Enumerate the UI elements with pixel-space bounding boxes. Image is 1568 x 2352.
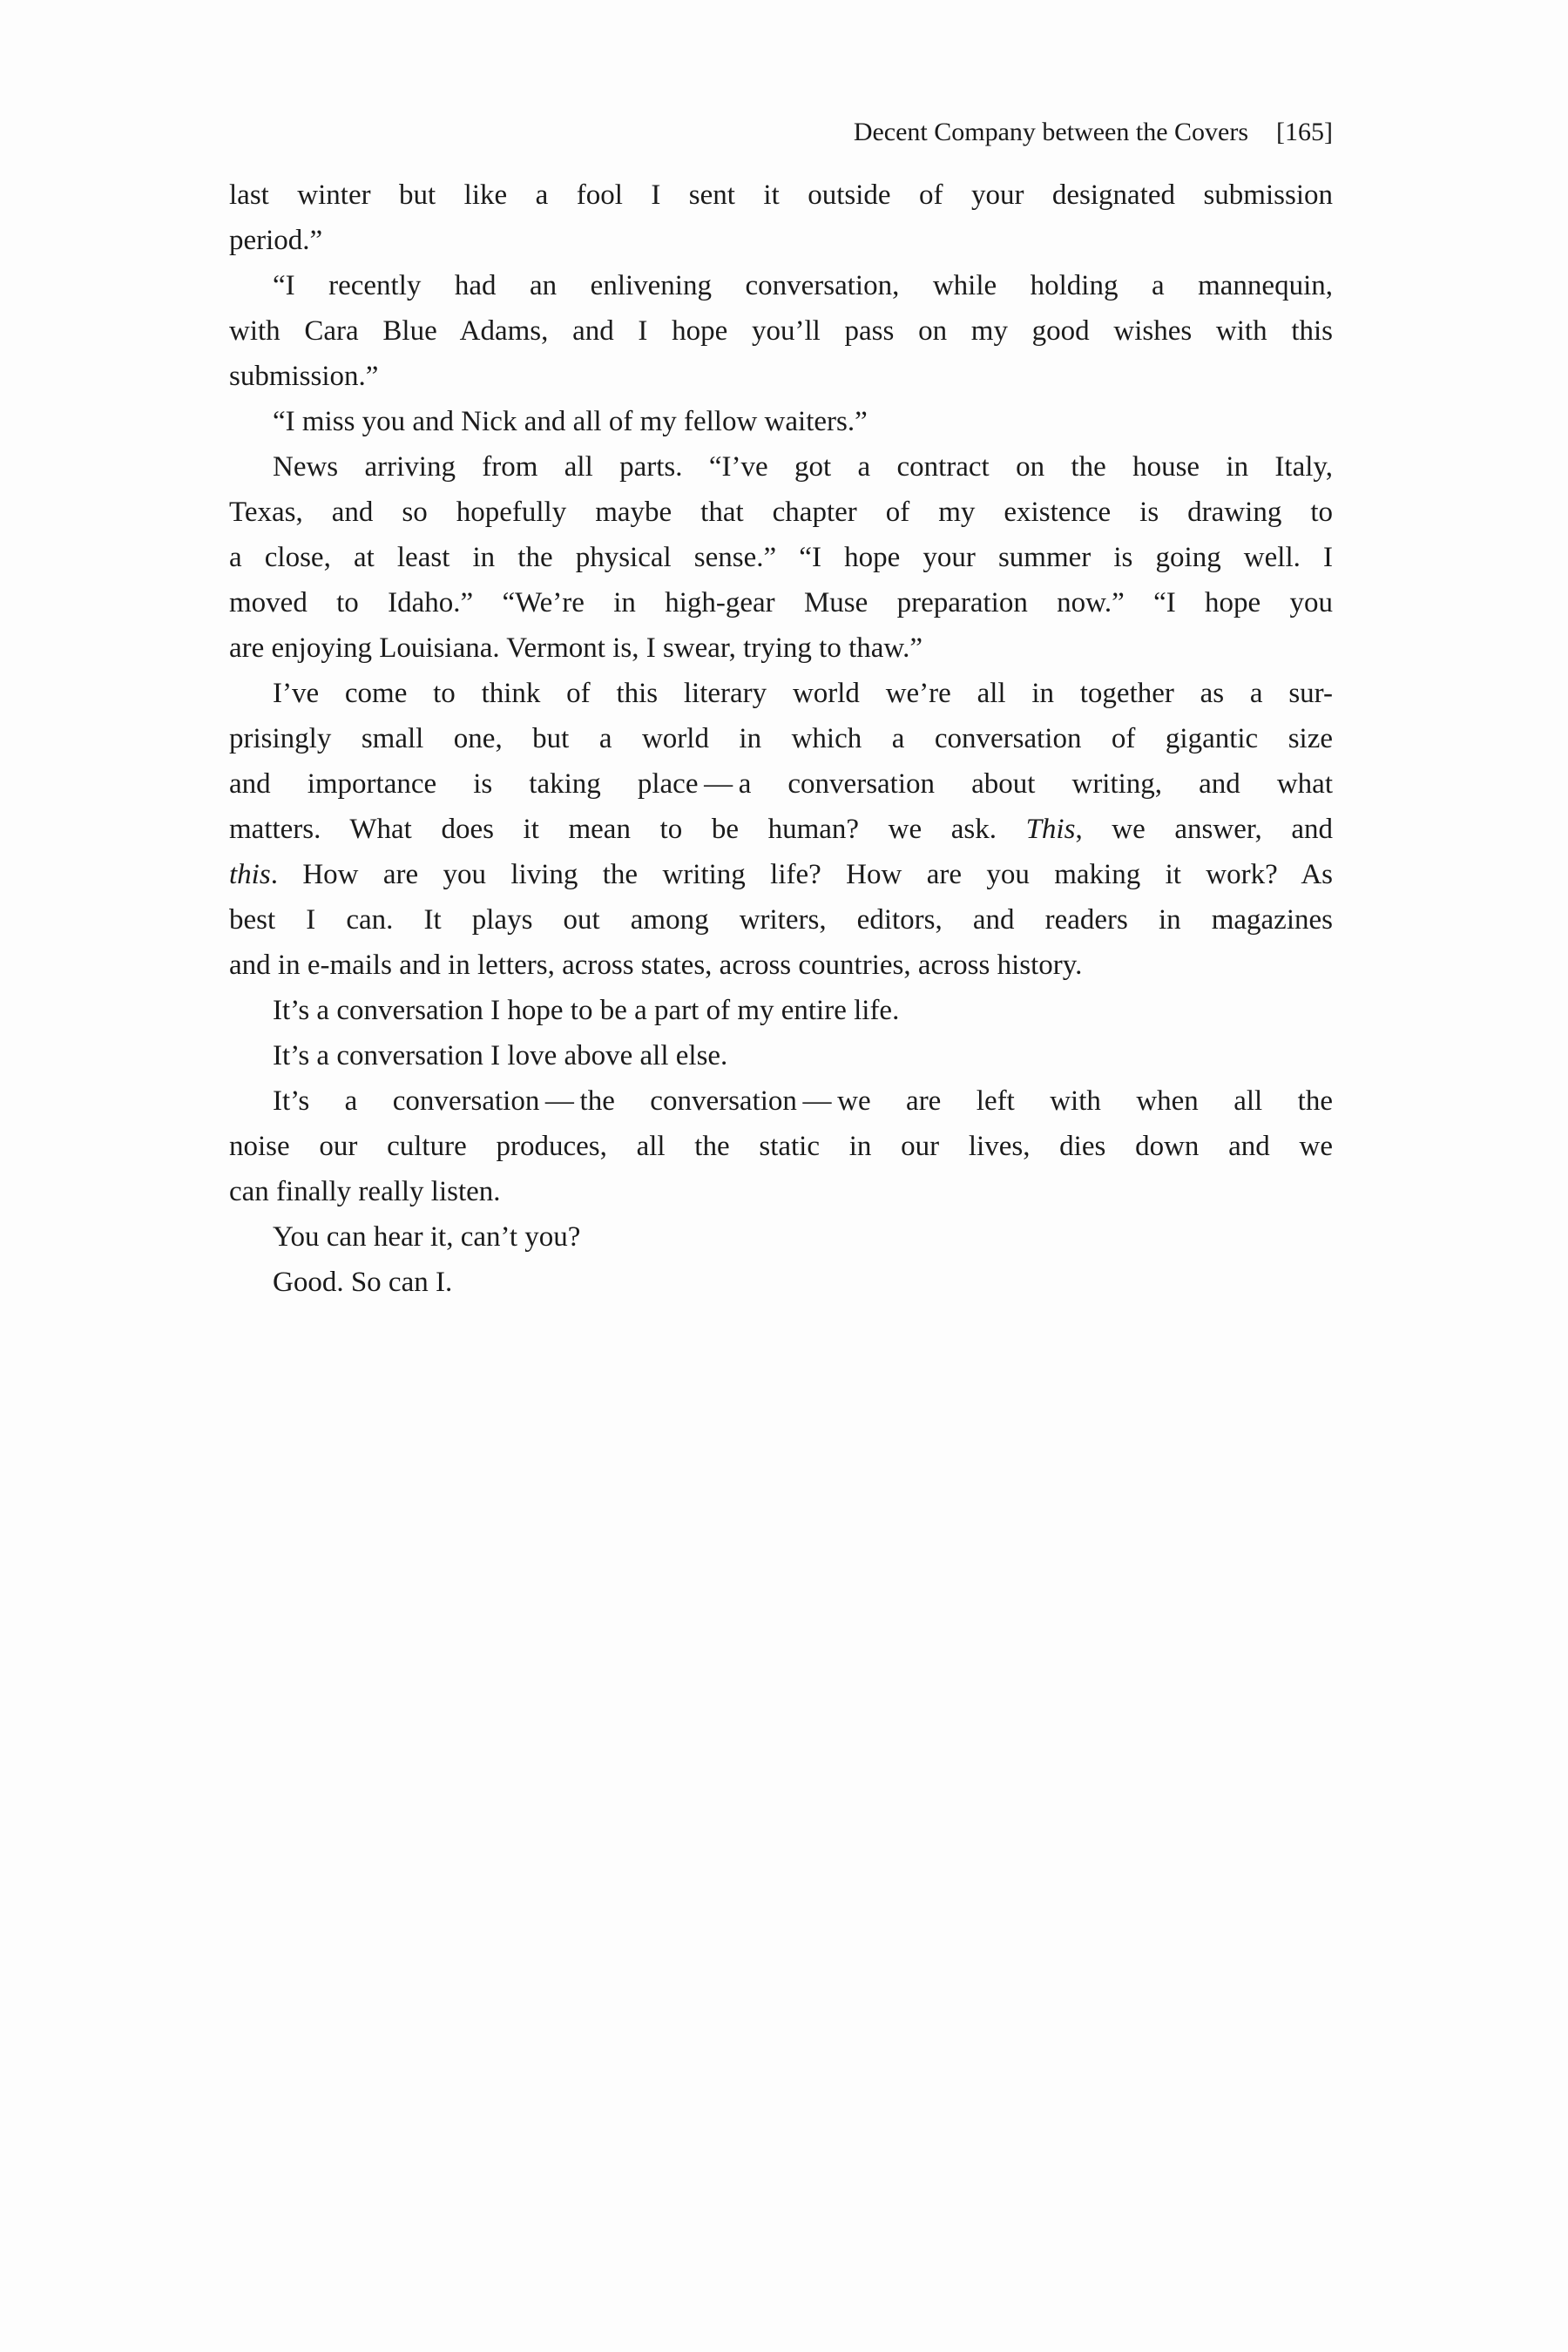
text-line: [229, 625, 1333, 671]
text-line: [229, 807, 1333, 852]
text-line: [229, 897, 1333, 943]
text-segment: best I can. It plays out among writers, editors, and readers in magazines: [229, 904, 1333, 936]
text-line: [229, 1169, 1333, 1214]
text-segment: last winter but like a fool I sent it outside of your designated submission: [229, 179, 1333, 211]
text-line: [229, 852, 1333, 897]
text-line: [229, 1260, 1333, 1305]
running-title: Decent Company between the Covers: [853, 118, 1249, 146]
text-segment: “I miss you and Nick and all of my fellow waiters.”: [273, 406, 868, 437]
text-segment: are enjoying Louisiana. Vermont is, I swear, trying to thaw.”: [229, 632, 923, 664]
text-segment: a close, at least in the physical sense.” “I hope your summer is going well. I: [229, 542, 1333, 573]
text-segment: News arriving from all parts. “I’ve got a contract on the house in Italy,: [273, 451, 1333, 483]
text-line: [229, 1214, 1333, 1260]
text-segment: period.”: [229, 225, 323, 256]
text-segment: “I recently had an enlivening conversation, while holding a mannequin,: [273, 270, 1333, 301]
text-segment: and in e-mails and in letters, across states, across countries, across history.: [229, 950, 1083, 981]
text-segment: It’s a conversation I love above all else.: [273, 1040, 728, 1071]
text-line: [229, 172, 1333, 218]
text-line: [229, 1033, 1333, 1078]
text-segment: can finally really listen.: [229, 1176, 501, 1207]
text-line: [229, 263, 1333, 308]
text-line: [229, 1124, 1333, 1169]
text-line: [229, 218, 1333, 263]
text-segment: noise our culture produces, all the static in our lives, dies down and we: [229, 1131, 1333, 1162]
italic-text: this: [229, 859, 271, 890]
text-line: [229, 308, 1333, 354]
text-line: [229, 716, 1333, 761]
text-line: [229, 535, 1333, 580]
text-segment: Texas, and so hopefully maybe that chapter of my existence is drawing to: [229, 497, 1333, 528]
text-line: [229, 671, 1333, 716]
text-segment: , we answer, and: [1075, 814, 1334, 845]
text-segment: It’s a conversation — the conversation — we are left with when all the: [273, 1085, 1333, 1117]
text-line: [229, 490, 1333, 535]
text-segment: and importance is taking place — a conversation about writing, and what: [229, 768, 1333, 800]
text-segment: matters. What does it mean to be human? we ask.: [229, 814, 1026, 845]
text-segment: . How are you living the writing life? How are you making it work? As: [270, 859, 1333, 890]
text-segment: You can hear it, can’t you?: [273, 1221, 581, 1253]
text-line: [229, 1078, 1333, 1124]
text-line: [229, 399, 1333, 444]
text-segment: with Cara Blue Adams, and I hope you’ll pass on my good wishes with this: [229, 315, 1333, 347]
text-line: [229, 761, 1333, 807]
text-segment: I’ve come to think of this literary world we’re all in together as a sur-: [273, 678, 1333, 709]
running-header: [229, 113, 1333, 152]
page-number: [165]: [1276, 118, 1333, 146]
text-segment: prisingly small one, but a world in which a conversation of gigantic size: [229, 723, 1333, 754]
italic-text: This: [1025, 814, 1076, 845]
body-text: [229, 172, 1333, 1305]
text-line: [229, 988, 1333, 1033]
text-line: [229, 943, 1333, 988]
text-segment: moved to Idaho.” “We’re in high-gear Muse preparation now.” “I hope you: [229, 587, 1333, 618]
text-line: [229, 444, 1333, 490]
text-line: [229, 580, 1333, 625]
text-segment: Good. So can I.: [273, 1267, 453, 1298]
text-segment: submission.”: [229, 361, 379, 392]
text-segment: It’s a conversation I hope to be a part of my entire life.: [273, 995, 900, 1026]
text-line: [229, 354, 1333, 399]
